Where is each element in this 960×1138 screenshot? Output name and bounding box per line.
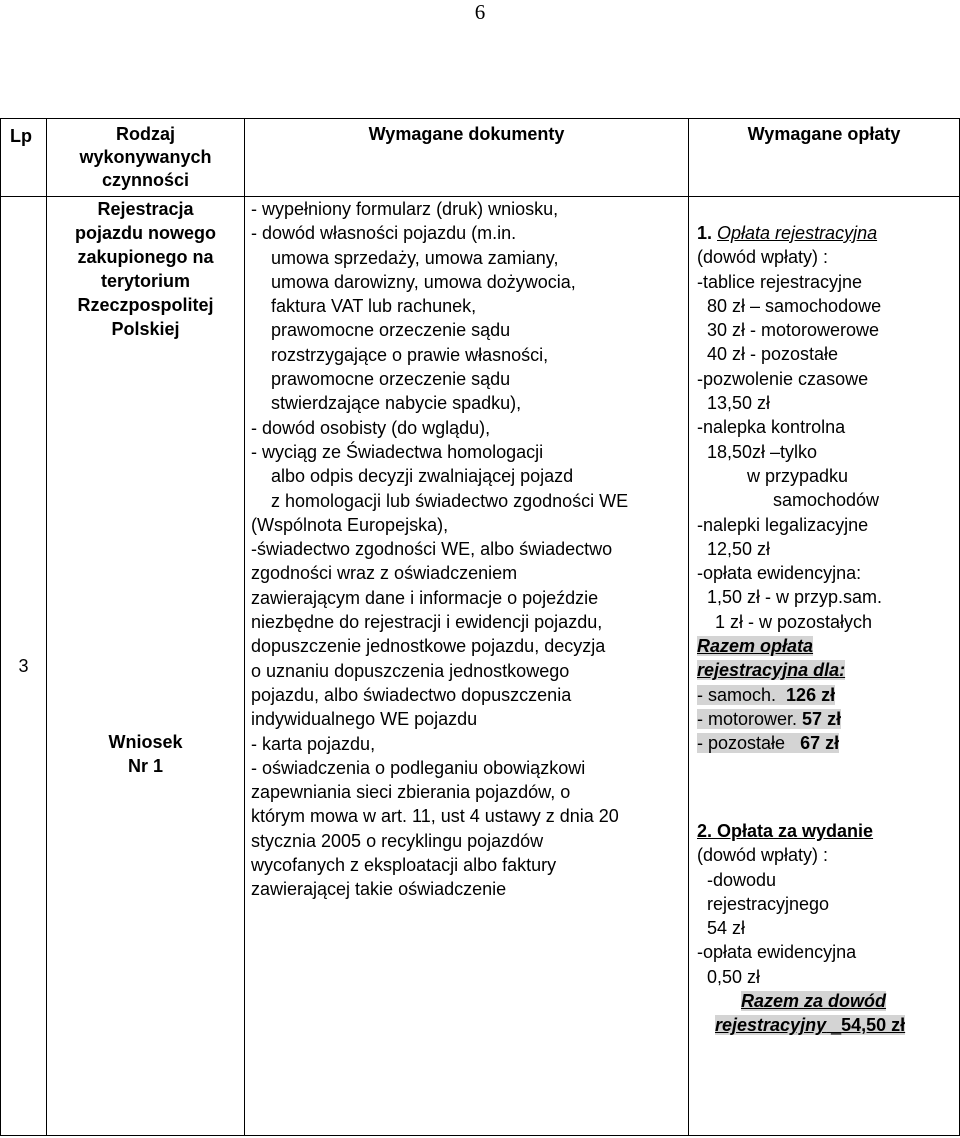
fees-list: 1. Opłata rejestracyjna (dowód wpłaty) : -tablice rejestracyjne 80 zł – samochodowe 30 zł - motorowerowe 40 zł - pozostałe -pozwolenie czasowe 13,50 zł -nalepka kontrolna 18,50zł –tylko w przypadku samochodów -nalepki legalizacyjne 12,50 zł -opłata ewidencyjna: 1,50 zł - w przyp.sam. 1 zł - w pozostałych Razem opłata rejestracyjna dla: - samoch. 126 zł - motorower. 57 zł - pozostałe 67 zł 2. Opłata za wydanie (dowód wpłaty) : -dowodu rejestracyjnego 54 zł -opłata ewidencyjna 0,50 zł Razem za dowód rejestracyjny _54,50 zł <box>689 197 960 1136</box>
fee-section-registration-title: 1. Opłata rejestracyjna <box>697 223 878 243</box>
row-activity: Rejestracja pojazdu nowego zakupionego na terytorium Rzeczpospolitej Polskiej Wniosek Nr 1 <box>47 197 245 1136</box>
total-row: - motorower. 57 zł <box>697 708 842 729</box>
form-reference: Wniosek Nr 1 <box>108 732 183 776</box>
total-row: - samoch. 126 zł <box>697 684 836 705</box>
total-registration-title: Razem opłata <box>697 636 814 657</box>
documents-list: - wypełniony formularz (druk) wniosku, - dowód własności pojazdu (m.in. umowa sprzedaży, umowa zamiany, umowa darowizny, umowa dożywocia, faktura VAT lub rachunek, prawomocne orzeczenie sądu rozstrzygające o prawie własności, prawomocne orzeczenie sądu stwierdzające nabycie spadku), - dowód osobisty (do wglądu), - wyciąg ze Świadectwa homologacji albo odpis decyzji zwalniającej pojazd z homologacji lub świadectwo zgodności WE (Wspólnota Europejska), -świadectwo zgodności WE, albo świadectwo zgodności wraz z oświadczeniem zawierającym dane i informacje o pojeździe niezbędne do rejestracji i ewidencji pojazdu, dopuszczenie jednostkowe pojazdu, decyzja o uznaniu dopuszczenia jednostkowego pojazdu, albo świadectwo dopuszczenia indywidualnego WE pojazdu - karta pojazdu, - oświadczenia o podleganiu obowiązkowi zapewniania sieci zbierania pojazdów, o którym mowa w art. 11, ust 4 ustawy z dnia 20 stycznia 2005 o recyklingu pojazdów wycofanych z eksploatacji albo faktury zawierającej takie oświadczenie <box>245 197 689 1136</box>
total-row: - pozostałe 67 zł <box>697 733 840 754</box>
header-lp: Lp <box>1 119 47 197</box>
total-issuance-title: Razem za dowód <box>741 991 887 1012</box>
page-number: 6 <box>474 0 486 24</box>
fee-section-issuance: 2. Opłata za wydanie (dowód wpłaty) : -dowodu rejestracyjnego 54 zł -opłata ewidencyjna 0,50 zł Razem za dowód rejestracyjny _54,50 zł <box>697 819 905 1038</box>
row-lp: 3 <box>1 197 47 1136</box>
fees-table <box>0 118 960 1136</box>
header-documents: Wymagane dokumenty <box>245 119 689 197</box>
header-fees: Wymagane opłaty <box>689 119 960 197</box>
table-row <box>1 197 960 1136</box>
header-activity: Rodzaj wykonywanych czynności <box>47 119 245 197</box>
table-header-row <box>1 119 960 197</box>
total-issuance-amount: rejestracyjny _54,50 zł <box>715 1015 906 1036</box>
